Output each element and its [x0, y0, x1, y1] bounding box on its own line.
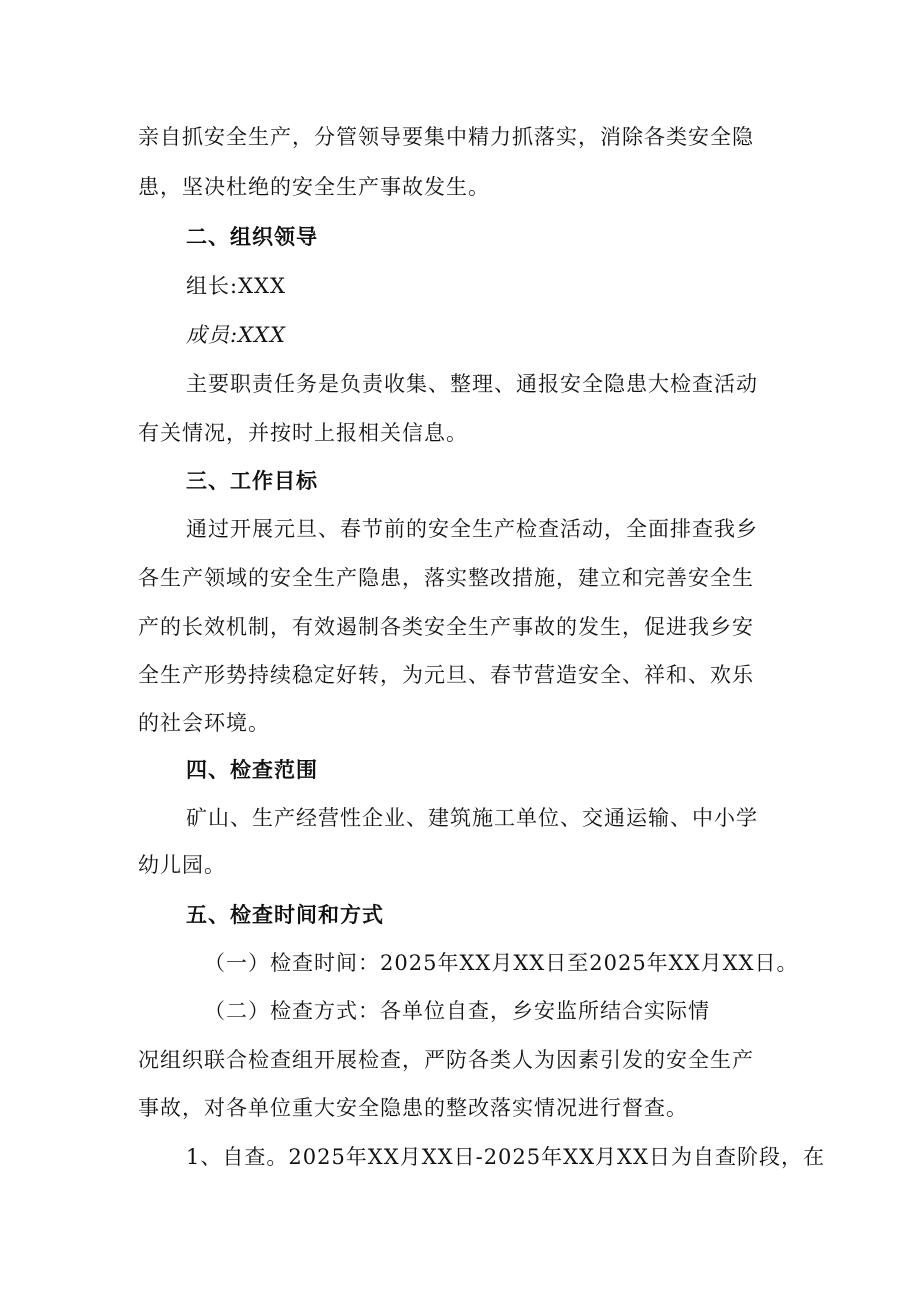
group-members-line: 成员:XXX: [186, 323, 286, 347]
body-text-line: 主要职责任务是负责收集、整理、通报安全隐患大检查活动: [186, 372, 758, 396]
body-text-line: 患，坚决杜绝的安全生产事故发生。: [138, 175, 490, 199]
body-text-line: 全生产形势持续稳定好转，为元旦、春节营造安全、祥和、欢乐: [138, 663, 754, 687]
body-text-line: 产的长效机制，有效遏制各类安全生产事故的发生，促进我乡安: [138, 615, 754, 639]
body-text-line: 亲自抓安全生产，分管领导要集中精力抓落实，消除各类安全隐: [138, 125, 754, 149]
body-text-line: （一）检查时间：2025年XX月XX日至2025年XX月XX日。: [204, 951, 799, 975]
body-text-line: 幼儿园。: [138, 853, 226, 877]
body-text-line: 各生产领域的安全生产隐患，落实整改措施，建立和完善安全生: [138, 566, 754, 590]
body-text-line: 通过开展元旦、春节前的安全生产检查活动，全面排查我乡: [186, 517, 758, 541]
section-heading-organization: 二、组织领导: [186, 225, 318, 249]
body-text-line: 的社会环境。: [138, 711, 270, 735]
body-text-line: 矿山、生产经营性企业、建筑施工单位、交通运输、中小学: [186, 806, 758, 830]
body-text-line: 1、自查。2025年XX月XX日-2025年XX月XX日为自查阶段，在: [186, 1145, 825, 1169]
section-heading-scope: 四、检查范围: [186, 758, 318, 782]
group-leader-line: 组长:XXX: [186, 274, 286, 298]
body-text-line: 有关情况，并按时上报相关信息。: [138, 421, 468, 445]
body-text-line: 况组织联合检查组开展检查，严防各类人为因素引发的安全生产: [138, 1048, 754, 1072]
body-text-line: （二）检查方式：各单位自查，乡安监所结合实际情: [204, 999, 710, 1023]
body-text-line: 事故，对各单位重大安全隐患的整改落实情况进行督查。: [138, 1096, 688, 1120]
section-heading-time-method: 五、检查时间和方式: [186, 903, 384, 927]
section-heading-goals: 三、工作目标: [186, 469, 318, 493]
